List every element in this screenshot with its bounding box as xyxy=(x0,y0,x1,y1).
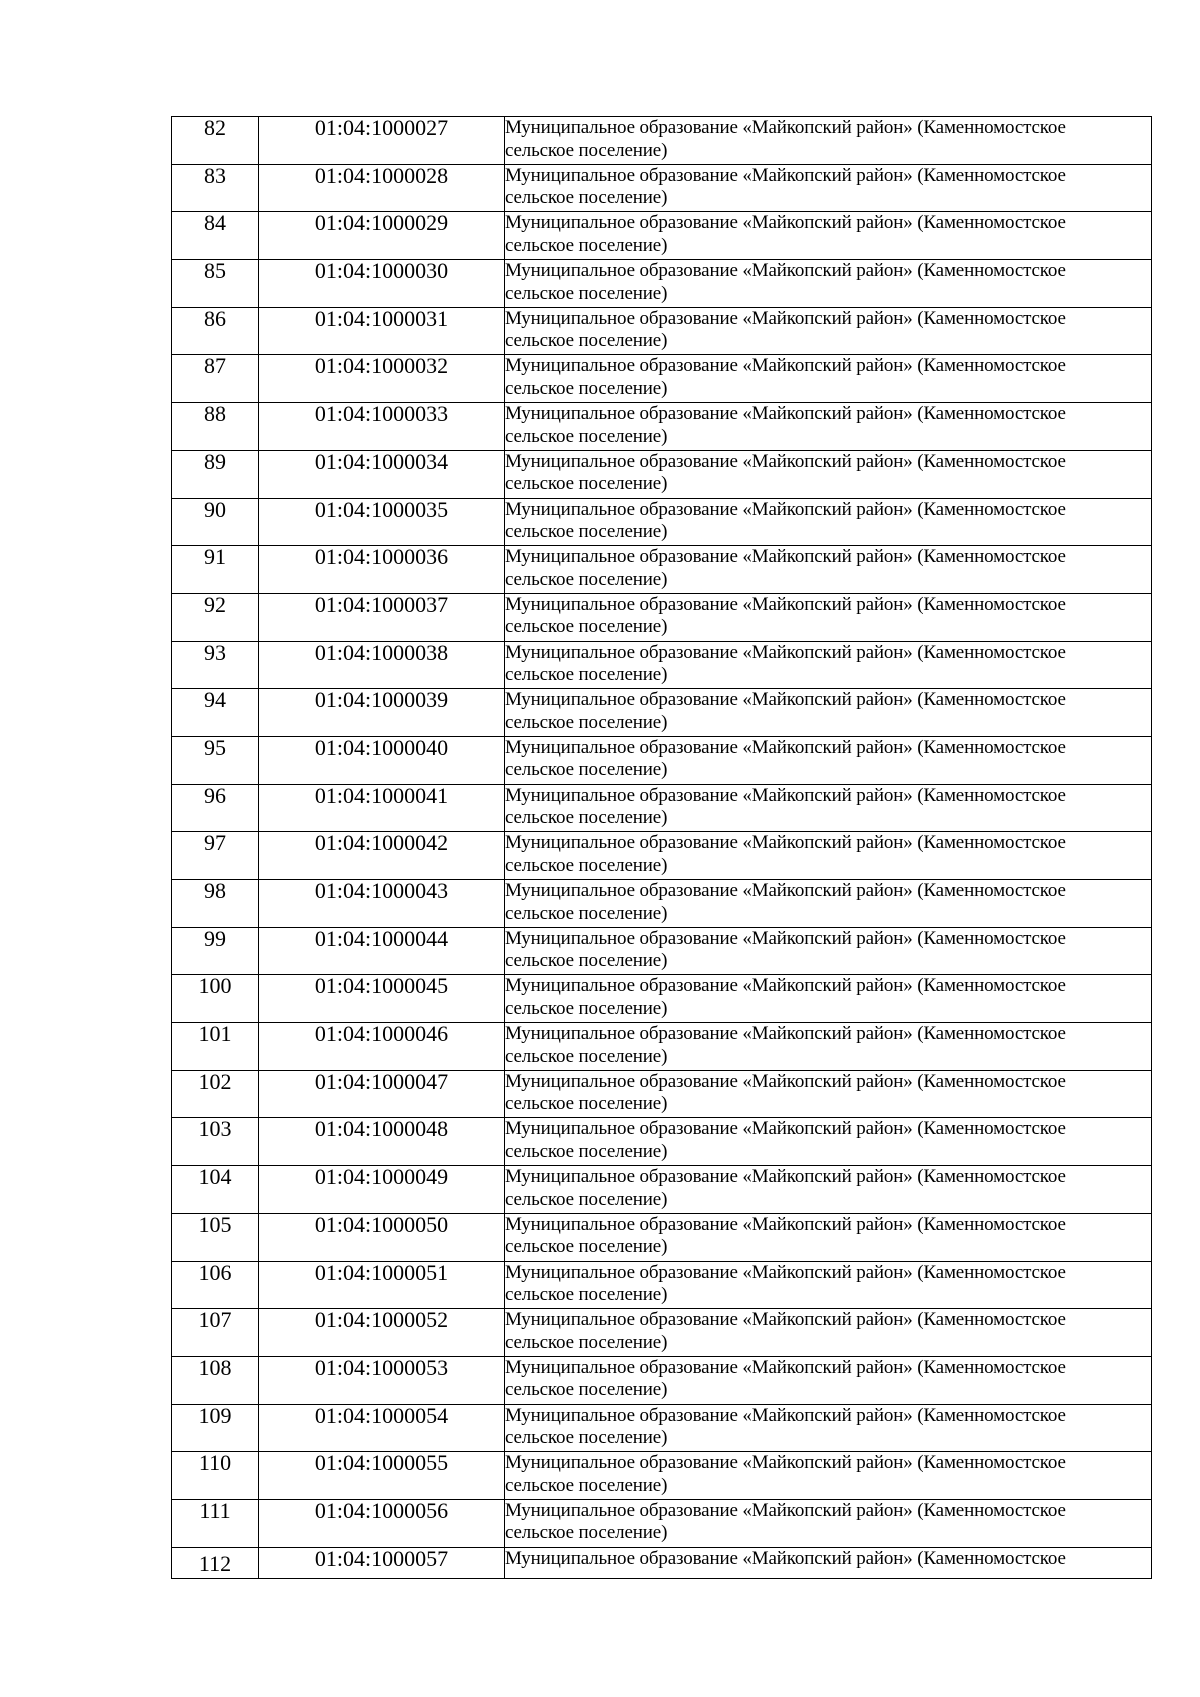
table-row xyxy=(172,1356,1152,1404)
owner-cell xyxy=(505,1166,1152,1214)
table-row xyxy=(172,260,1152,308)
cadastral-number: 01:04:1000047 xyxy=(259,1070,505,1118)
row-number: 90 xyxy=(172,498,259,546)
cadastral-number: 01:04:1000052 xyxy=(259,1309,505,1357)
owner-name-line: Муниципальное образование «Майкопский район» (Каменномостское xyxy=(505,260,1066,282)
owner-settlement-line: сельское поселение) xyxy=(505,759,668,781)
owner-name-line: Муниципальное образование «Майкопский район» (Каменномостское xyxy=(505,832,1066,854)
table-row xyxy=(172,546,1152,594)
table-row xyxy=(172,593,1152,641)
table-row xyxy=(172,832,1152,880)
table-row xyxy=(172,117,1152,165)
owner-cell xyxy=(505,736,1152,784)
row-number: 101 xyxy=(172,1023,259,1071)
owner-cell xyxy=(505,1499,1152,1547)
cadastral-number: 01:04:1000056 xyxy=(259,1499,505,1547)
row-number: 89 xyxy=(172,450,259,498)
owner-settlement-line: сельское поселение) xyxy=(505,1379,668,1401)
table-row xyxy=(172,403,1152,451)
table-row xyxy=(172,355,1152,403)
owner-cell xyxy=(505,498,1152,546)
cadastral-number: 01:04:1000055 xyxy=(259,1452,505,1500)
owner-settlement-line: сельское поселение) xyxy=(505,187,668,209)
owner-settlement-line: сельское поселение) xyxy=(505,568,668,590)
cadastral-number: 01:04:1000032 xyxy=(259,355,505,403)
table-row xyxy=(172,689,1152,737)
table-row xyxy=(172,1118,1152,1166)
land-plot-table xyxy=(171,116,1152,1579)
owner-name-line: Муниципальное образование «Майкопский район» (Каменномостское xyxy=(505,1166,1066,1188)
owner-cell xyxy=(505,117,1152,165)
owner-settlement-line: сельское поселение) xyxy=(505,616,668,638)
owner-settlement-line: сельское поселение) xyxy=(505,1284,668,1305)
owner-name-line: Муниципальное образование «Майкопский район» (Каменномостское xyxy=(505,307,1066,329)
cadastral-number: 01:04:1000036 xyxy=(259,546,505,594)
owner-name-line: Муниципальное образование «Майкопский район» (Каменномостское xyxy=(505,1452,1066,1474)
row-number: 105 xyxy=(172,1213,259,1261)
owner-name-line: Муниципальное образование «Майкопский район» (Каменномостское xyxy=(505,784,1066,806)
owner-cell xyxy=(505,1213,1152,1261)
table-row xyxy=(172,212,1152,260)
owner-settlement-line: сельское поселение) xyxy=(505,1427,668,1449)
cadastral-number: 01:04:1000048 xyxy=(259,1118,505,1166)
cadastral-number: 01:04:1000031 xyxy=(259,307,505,355)
table-row xyxy=(172,736,1152,784)
owner-name-line: Муниципальное образование «Майкопский район» (Каменномостское xyxy=(505,498,1066,520)
cadastral-number: 01:04:1000043 xyxy=(259,880,505,928)
row-number: 98 xyxy=(172,880,259,928)
row-number: 110 xyxy=(172,1452,259,1500)
row-number: 84 xyxy=(172,212,259,260)
land-plot-table-body xyxy=(172,117,1152,1579)
table-row xyxy=(172,880,1152,928)
cadastral-number: 01:04:1000028 xyxy=(259,164,505,212)
row-number: 95 xyxy=(172,736,259,784)
owner-settlement-line: сельское поселение) xyxy=(505,1045,668,1067)
owner-name-line: Муниципальное образование «Майкопский район» (Каменномостское xyxy=(505,546,1066,568)
owner-cell xyxy=(505,355,1152,403)
cadastral-number: 01:04:1000035 xyxy=(259,498,505,546)
owner-settlement-line: сельское поселение) xyxy=(505,473,668,495)
cadastral-number: 01:04:1000044 xyxy=(259,927,505,975)
owner-cell xyxy=(505,403,1152,451)
owner-settlement-line: сельское поселение) xyxy=(505,664,668,686)
owner-cell xyxy=(505,212,1152,260)
cadastral-number: 01:04:1000027 xyxy=(259,117,505,165)
row-number: 106 xyxy=(172,1261,259,1309)
row-number: 92 xyxy=(172,593,259,641)
cadastral-number: 01:04:1000045 xyxy=(259,975,505,1023)
cadastral-number: 01:04:1000042 xyxy=(259,832,505,880)
owner-cell xyxy=(505,450,1152,498)
table-row xyxy=(172,1309,1152,1357)
cadastral-number: 01:04:1000049 xyxy=(259,1166,505,1214)
owner-name-line: Муниципальное образование «Майкопский район» (Каменномостское xyxy=(505,1070,1066,1092)
owner-name-line: Муниципальное образование «Майкопский район» (Каменномостское xyxy=(505,975,1066,997)
owner-cell xyxy=(505,307,1152,355)
cadastral-number: 01:04:1000037 xyxy=(259,593,505,641)
owner-settlement-line: сельское поселение) xyxy=(505,1522,668,1544)
owner-cell xyxy=(505,689,1152,737)
owner-settlement-line: сельское поселение) xyxy=(505,997,668,1019)
owner-name-line: Муниципальное образование «Майкопский район» (Каменномостское xyxy=(505,1118,1066,1140)
owner-cell xyxy=(505,1118,1152,1166)
cadastral-number: 01:04:1000053 xyxy=(259,1356,505,1404)
owner-cell xyxy=(505,1023,1152,1071)
row-number: 109 xyxy=(172,1404,259,1452)
owner-settlement-line: сельское поселение) xyxy=(505,139,668,161)
row-number: 91 xyxy=(172,546,259,594)
row-number: 107 xyxy=(172,1309,259,1357)
table-row xyxy=(172,1452,1152,1500)
row-number: 104 xyxy=(172,1166,259,1214)
owner-cell xyxy=(505,260,1152,308)
row-number: 96 xyxy=(172,784,259,832)
row-number: 97 xyxy=(172,832,259,880)
table-row xyxy=(172,1499,1152,1547)
owner-cell xyxy=(505,1261,1152,1309)
table-row xyxy=(172,1166,1152,1214)
owner-settlement-line: сельское поселение) xyxy=(505,950,668,972)
cadastral-number: 01:04:1000033 xyxy=(259,403,505,451)
row-number: 93 xyxy=(172,641,259,689)
owner-name-line: Муниципальное образование «Майкопский район» (Каменномостское xyxy=(505,450,1066,472)
table-row xyxy=(172,1404,1152,1452)
owner-cell xyxy=(505,927,1152,975)
row-number: 86 xyxy=(172,307,259,355)
owner-name-line: Муниципальное образование «Майкопский район» (Каменномостское xyxy=(505,403,1066,425)
table-row xyxy=(172,1023,1152,1071)
cadastral-number: 01:04:1000054 xyxy=(259,1404,505,1452)
owner-name-line: Муниципальное образование «Майкопский район» (Каменномостское xyxy=(505,1023,1066,1045)
table-row xyxy=(172,1070,1152,1118)
cadastral-number: 01:04:1000057 xyxy=(259,1547,505,1578)
owner-name-line: Муниципальное образование «Майкопский район» (Каменномостское xyxy=(505,880,1066,901)
cadastral-number: 01:04:1000040 xyxy=(259,736,505,784)
owner-name-line: Муниципальное образование «Майкопский район» (Каменномостское xyxy=(505,689,1066,711)
owner-name-line: Муниципальное образование «Майкопский район» (Каменномостское xyxy=(505,355,1066,377)
owner-cell xyxy=(505,1404,1152,1452)
owner-cell xyxy=(505,546,1152,594)
owner-settlement-line: сельское поселение) xyxy=(505,234,668,256)
owner-cell xyxy=(505,1309,1152,1357)
table-row xyxy=(172,784,1152,832)
owner-name-line: Муниципальное образование «Майкопский район» (Каменномостское xyxy=(505,1261,1066,1283)
owner-settlement-line: сельское поселение) xyxy=(505,711,668,733)
owner-cell xyxy=(505,832,1152,880)
owner-settlement-line: сельское поселение) xyxy=(505,1474,668,1496)
owner-name-line: Муниципальное образование «Майкопский район» (Каменномостское xyxy=(505,1356,1066,1378)
owner-cell xyxy=(505,880,1152,928)
row-number: 103 xyxy=(172,1118,259,1166)
owner-cell xyxy=(505,593,1152,641)
owner-cell xyxy=(505,1452,1152,1500)
table-row xyxy=(172,1547,1152,1578)
row-number: 100 xyxy=(172,975,259,1023)
cadastral-number: 01:04:1000038 xyxy=(259,641,505,689)
table-row xyxy=(172,498,1152,546)
table-row xyxy=(172,927,1152,975)
owner-name-line: Муниципальное образование «Майкопский район» (Каменномостское xyxy=(505,736,1066,758)
cadastral-number: 01:04:1000030 xyxy=(259,260,505,308)
owner-settlement-line: сельское поселение) xyxy=(505,521,668,542)
owner-name-line: Муниципальное образование «Майкопский район» (Каменномостское xyxy=(505,1499,1066,1521)
owner-name-line: Муниципальное образование «Майкопский район» (Каменномостское xyxy=(505,1547,1066,1569)
table-row xyxy=(172,975,1152,1023)
owner-cell xyxy=(505,1547,1152,1578)
row-number: 83 xyxy=(172,164,259,212)
owner-settlement-line: сельское поселение) xyxy=(505,1331,668,1353)
owner-cell xyxy=(505,164,1152,212)
owner-cell xyxy=(505,1070,1152,1118)
table-row xyxy=(172,164,1152,212)
owner-name-line: Муниципальное образование «Майкопский район» (Каменномостское xyxy=(505,593,1066,615)
owner-settlement-line: сельское поселение) xyxy=(505,807,668,829)
owner-settlement-line: сельское поселение) xyxy=(505,377,668,399)
cadastral-number: 01:04:1000041 xyxy=(259,784,505,832)
cadastral-number: 01:04:1000034 xyxy=(259,450,505,498)
owner-name-line: Муниципальное образование «Майкопский район» (Каменномостское xyxy=(505,1213,1066,1235)
owner-cell xyxy=(505,784,1152,832)
row-number: 94 xyxy=(172,689,259,737)
row-number: 82 xyxy=(172,117,259,165)
owner-name-line: Муниципальное образование «Майкопский район» (Каменномостское xyxy=(505,164,1066,186)
owner-settlement-line: сельское поселение) xyxy=(505,1093,668,1115)
owner-settlement-line: сельское поселение) xyxy=(505,282,668,304)
owner-settlement-line: сельское поселение) xyxy=(505,1140,668,1162)
owner-settlement-line: сельское поселение) xyxy=(505,902,668,924)
owner-settlement-line: сельское поселение) xyxy=(505,854,668,876)
row-number: 88 xyxy=(172,403,259,451)
row-number: 102 xyxy=(172,1070,259,1118)
table-row xyxy=(172,450,1152,498)
cadastral-number: 01:04:1000046 xyxy=(259,1023,505,1071)
cadastral-number: 01:04:1000051 xyxy=(259,1261,505,1309)
owner-name-line: Муниципальное образование «Майкопский район» (Каменномостское xyxy=(505,641,1066,663)
row-number: 99 xyxy=(172,927,259,975)
owner-settlement-line: сельское поселение) xyxy=(505,330,668,352)
row-number: 112 xyxy=(172,1547,259,1578)
owner-cell xyxy=(505,975,1152,1023)
owner-cell xyxy=(505,641,1152,689)
owner-name-line: Муниципальное образование «Майкопский район» (Каменномостское xyxy=(505,117,1066,138)
table-row xyxy=(172,1213,1152,1261)
row-number: 108 xyxy=(172,1356,259,1404)
cadastral-number: 01:04:1000050 xyxy=(259,1213,505,1261)
row-number: 111 xyxy=(172,1499,259,1547)
owner-cell xyxy=(505,1356,1152,1404)
row-number: 85 xyxy=(172,260,259,308)
owner-settlement-line: сельское поселение) xyxy=(505,1188,668,1210)
table-row xyxy=(172,641,1152,689)
owner-settlement-line: сельское поселение) xyxy=(505,1236,668,1258)
table-row xyxy=(172,1261,1152,1309)
cadastral-number: 01:04:1000039 xyxy=(259,689,505,737)
row-number: 87 xyxy=(172,355,259,403)
cadastral-number: 01:04:1000029 xyxy=(259,212,505,260)
owner-settlement-line: сельское поселение) xyxy=(505,425,668,447)
owner-name-line: Муниципальное образование «Майкопский район» (Каменномостское xyxy=(505,212,1066,234)
owner-name-line: Муниципальное образование «Майкопский район» (Каменномостское xyxy=(505,927,1066,949)
owner-name-line: Муниципальное образование «Майкопский район» (Каменномостское xyxy=(505,1404,1066,1426)
owner-name-line: Муниципальное образование «Майкопский район» (Каменномостское xyxy=(505,1309,1066,1331)
table-row xyxy=(172,307,1152,355)
